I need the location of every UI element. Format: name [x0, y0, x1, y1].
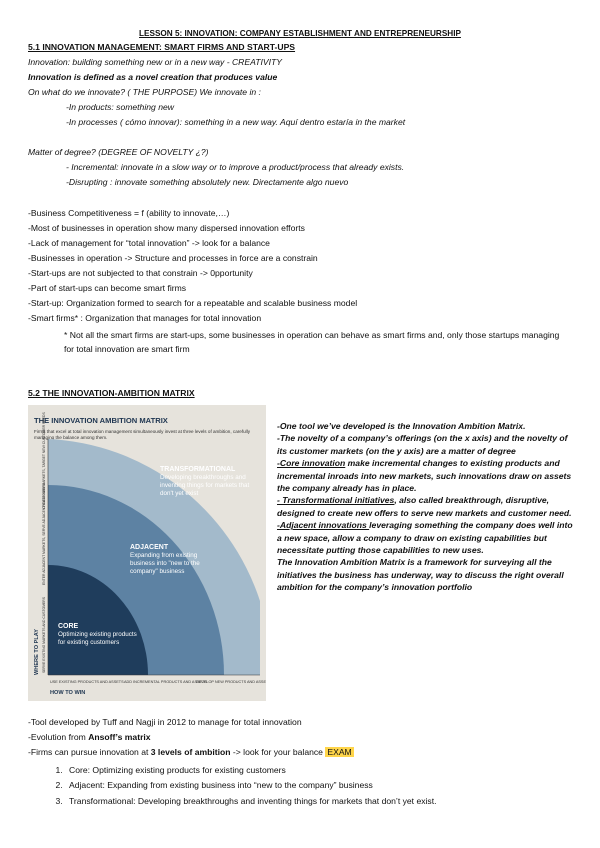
transformational-term: - Transformational initiatives [277, 495, 395, 506]
core-innovation-text: make incremental changes to existing products and incremental inroads into new markets, such innovations draw on assets the company already has in place. [277, 458, 572, 494]
innovation-definition-line: Innovation: building something new or in a new way - CREATIVITY [28, 57, 282, 67]
adjacent-term: -Adjacent innovations [277, 520, 370, 531]
products-item: -In products: something new [66, 102, 174, 112]
section-heading-5-2: 5.2 THE INNOVATION-AMBITION MATRIX [28, 388, 195, 398]
transformational-desc: Developing breakthroughs and inventing things for markets that don't yet exist [160, 474, 250, 497]
list-item: 2. Adjacent: Expanding from existing business into “new to the company” business [65, 778, 437, 793]
smart-firms-note: * Not all the smart firms are start-ups, some businesses in operation can behave as smart firms and, only those startups managing for total innovation are smart firm [64, 330, 560, 354]
adjacent-desc: Expanding from existing business into "new to the company" business [130, 552, 200, 575]
matrix-chart [28, 405, 266, 701]
adjacent-text: leveraging something the company does well into a new space, allow a company to draw on existing capabilities but necessitate putting those capabilities to new uses. [277, 520, 573, 556]
bullet-smart-firms-part: -Part of start-ups can become smart firms [28, 283, 187, 293]
core-desc-box [58, 631, 144, 665]
incremental-item: - Incremental: innovate in a slow way or to improve a product/process that already exists. [66, 162, 405, 172]
transformational-desc-box [160, 474, 264, 508]
transformational-text: , also called breakthrough, disruptive, designed to create new offers to serve new markets and customer need. [277, 495, 572, 518]
tool-developed-line: -Tool developed by Tuff and Nagji in 2012 to manage for total innovation [28, 717, 302, 727]
figure-title: THE INNOVATION AMBITION MATRIX [34, 416, 168, 425]
disrupting-item: -Disrupting : innovate something absolutely new. Directamente algo nuevo [66, 177, 349, 187]
core-label: CORE [58, 623, 79, 630]
lesson-title: LESSON 5: INNOVATION: COMPANY ESTABLISHMENT AND ENTREPRENEURSHIP [139, 29, 461, 38]
innovation-ambition-matrix-figure [28, 405, 266, 701]
bullet-lack-management: -Lack of management for “total innovation” -> look for a balance [28, 238, 270, 248]
core-innovation-term: -Core innovation [277, 458, 346, 469]
ambition-term: 3 levels of ambition [150, 747, 231, 757]
bullet-opportunity: -Start-ups are not subjected to that constrain -> 0pportunity [28, 268, 253, 278]
bullet-start-up-definition: -Start-up: Organization formed to search for a repeatable and scalable business model [28, 298, 358, 308]
adjacent-label: ADJACENT [130, 544, 169, 551]
ansoff-line [28, 732, 151, 743]
bullet-smart-firms-definition: -Smart firms* : Organization that manages for total innovation [28, 313, 262, 323]
y-axis-label-adjacent: ENTER ADJACENT MARKETS, SERVE ADJACENT CUSTOMERS [42, 483, 46, 585]
figure-subtitle: Firms that excel at total innovation management simultaneously invest at three levels of ambition, carefully managing the balance among them. [34, 429, 251, 440]
y-axis-label-new: CREATE NEW MARKETS, TARGET NEW CUSTOMER NEEDS [42, 412, 46, 509]
core-desc: Optimizing existing products for existing customers [58, 631, 137, 646]
core-innovation-paragraph [277, 457, 575, 494]
novelty-degree: -The novelty of a company’s offerings (on the x axis) and the novelty of its customer markets (on the y axis) are a matter of degree [277, 433, 568, 456]
exam-highlight: EXAM [327, 747, 352, 757]
y-axis-label-existing: SERVE EXISTING MARKETS AND CUSTOMERS [42, 597, 46, 673]
innovation-value-line: Innovation is defined as a novel creation that produces value [28, 72, 278, 82]
adjacent-paragraph [277, 519, 575, 556]
tool-intro: -One tool we’ve developed is the Innovation Ambition Matrix. [277, 421, 526, 431]
list-item: 3. Transformational: Developing breakthroughs and inventing things for markets that don’t yet exist. [65, 794, 437, 809]
x-axis-label-new: DEVELOP NEW PRODUCTS AND ASSETS [196, 680, 266, 684]
section-heading-5-1: 5.1 INNOVATION MANAGEMENT: SMART FIRMS AND START-UPS [28, 42, 296, 52]
processes-item: -In processes ( cómo innovar): something in a new way. Aquí dentro estaría in the market [66, 117, 406, 127]
x-axis-label-incremental: ADD INCREMENTAL PRODUCTS AND ASSETS [124, 680, 207, 684]
adjacent-desc-box [130, 552, 216, 594]
purpose-question: On what do we innovate? ( THE PURPOSE) We innovate in : [28, 87, 261, 97]
x-axis-title: HOW TO WIN [50, 690, 86, 696]
matrix-explanation [277, 420, 575, 594]
ansoff-term: Ansoff’s matrix [88, 732, 151, 742]
ambition-suffix: -> look for your balance [230, 747, 326, 757]
bullet-constrain: -Businesses in operation -> Structure and processes in force are a constrain [28, 253, 318, 263]
x-axis-label-existing: USE EXISTING PRODUCTS AND ASSETS [50, 680, 124, 684]
ambition-prefix: -Firms can pursue innovation at [28, 747, 151, 757]
transformational-paragraph [277, 494, 575, 519]
bullet-competitiveness: -Business Competitiveness = f (ability to innovate,…) [28, 208, 230, 218]
transformational-label: TRANSFORMATIONAL [160, 466, 236, 473]
ambition-levels-line [28, 747, 354, 758]
ambition-levels-list [28, 763, 437, 809]
framework-summary: The Innovation Ambition Matrix is a framework for surveying all the initiatives the business has underway, way to discuss the right overall ambition for the company’s innovation portfolio [277, 557, 564, 593]
bullet-dispersed-efforts: -Most of businesses in operation show many dispersed innovation efforts [28, 223, 305, 233]
degree-question: Matter of degree? (DEGREE OF NOVELTY ¿?) [28, 147, 209, 157]
ansoff-prefix: -Evolution from [28, 732, 89, 742]
list-item: 1. Core: Optimizing existing products for existing customers [65, 763, 437, 778]
y-axis-title: WHERE TO PLAY [34, 628, 40, 675]
